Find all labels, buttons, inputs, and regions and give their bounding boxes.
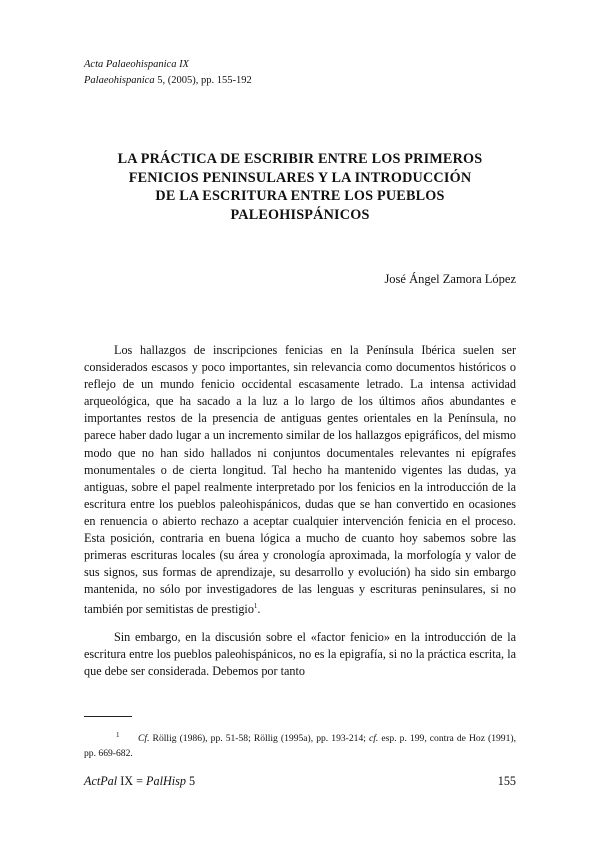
footnote-text-1: Röllig (1986), pp. 51-58; Röllig (1995a), pp. 193-214; [149, 733, 369, 745]
article-title [84, 150, 516, 224]
paragraph-1-text: Los hallazgos de inscripciones fenicias en la Península Ibérica suelen ser considerados escasos y poco importantes, sin relevancia como documentos históricos o reflejo de un mundo fenicio occidental escasamente letrado. La intensa actividad arqueológica, que ha sacado a la luz a lo largo de los últimos años abundantes e importantes restos de la presencia de antiguas gentes orientales en la Península, no parece haber dado lugar a un incremento similar de los hallazgos epigráficos, del mismo modo que no han sido hallados ni conjuntos documentales relevantes ni epígrafes monumentales o de cierta longitud. Tal hecho ha mantenido vigentes las dudas, ya antiguas, sobre el papel realmente interpretado por los fenicios en la introducción de la escritura entre los pueblos paleohispánicos, dudas que se han convertido en ocasiones en renuencia o abierto rechazo a aceptar cualquier intervención fenicia en el proceso. Esta posición, contraria en buena lógica a mucho de cuanto hoy sabemos sobre las primeras escrituras locales (su área y cronología aproximada, la morfología y valor de sus signos, sus formas de aprendizaje, su desarrollo y evolución) ha sido sin embargo mantenida, no sólo por investigadores de las lenguas y escrituras peninsulares, si no también por semitistas de prestigio [84, 343, 516, 617]
footnote-divider [84, 716, 132, 717]
citation-details: 5, (2005), pp. 155-192 [154, 75, 252, 86]
author-name: José Ángel Zamora López [384, 272, 516, 286]
footnote-text-2: esp. p. 199, contra de Hoz (1991), pp. 669-682. [84, 733, 516, 760]
footnote-reference[interactable]: 1 [253, 602, 258, 611]
paragraph-2 [84, 629, 516, 680]
footnote-number: 1 [116, 731, 120, 739]
journal-name: Acta Palaeohispanica IX [84, 59, 189, 70]
title-line-1: LA PRÁCTICA DE ESCRIBIR ENTRE LOS PRIMEROS [117, 151, 483, 167]
article-body [84, 342, 516, 690]
paragraph-1: Los hallazgos de inscripciones fenicias en la Península Ibérica suelen ser considerados escasos y poco importantes, sin relevancia como documentos históricos o reflejo de un mundo fenicio occidental escasamente letrado. La intensa actividad arqueológica, que ha sacado a la luz a lo largo de los últimos años abundantes e importantes restos de la presencia de antiguas gentes orientales en la Península, no parece haber dado lugar a un incremento similar de los hallazgos epigráficos, del mismo modo que no han sido hallados ni conjuntos documentales relevantes ni epígrafes monumentales o de cierta longitud. Tal hecho ha mantenido vigentes las dudas, ya antiguas, sobre el papel realmente interpretado por los fenicios en la introducción de la escritura entre los pueblos paleohispánicos, dudas que se han convertido en ocasiones en renuencia o abierto rechazo a aceptar cualquier intervención fenicia en el proceso. Esta posición, contraria en buena lógica a mucho de cuanto hoy sabemos sobre las primeras escrituras locales (su área y cronología aproximada, la morfología y valor de sus signos, sus formas de aprendizaje, su desarrollo y evolución) ha sido sin embargo mantenida, no sólo por investigadores de las lenguas y escrituras peninsulares, si no también por semitistas de prestigio$^1$. [84, 343, 516, 617]
footer-volume-b: 5 [186, 774, 196, 788]
footer-palhisp: PalHisp [146, 774, 186, 788]
title-line-2: FENICIOS PENINSULARES Y LA INTRODUCCIÓN [128, 169, 472, 186]
journal-line [84, 57, 252, 73]
page-number: 155 [497, 774, 516, 788]
title-line-3: DE LA ESCRITURA ENTRE LOS PUEBLOS [155, 188, 445, 204]
footer-actpal: ActPal [84, 774, 118, 788]
title-line-4: PALEOHISPÁNICOS [230, 206, 370, 223]
page-footer [84, 774, 516, 789]
running-header [84, 57, 252, 89]
footer-volume-a: IX = [117, 774, 147, 788]
citation-journal: Palaeohispanica [84, 75, 155, 86]
footnote-cf-2: cf. [369, 733, 379, 745]
footnote-1 [84, 728, 516, 761]
paragraph-2-text: Sin embargo, en la discusión sobre el «factor fenicio» en la introducción de la escritura entre los pueblos paleohispánicos, no es la epigrafía, si no la práctica escrita, la que debe ser considerada. Debemos por tanto [84, 629, 516, 678]
footnote-cf-1: Cf. [138, 733, 150, 745]
footer-journal [84, 774, 195, 789]
citation-line [84, 73, 252, 89]
